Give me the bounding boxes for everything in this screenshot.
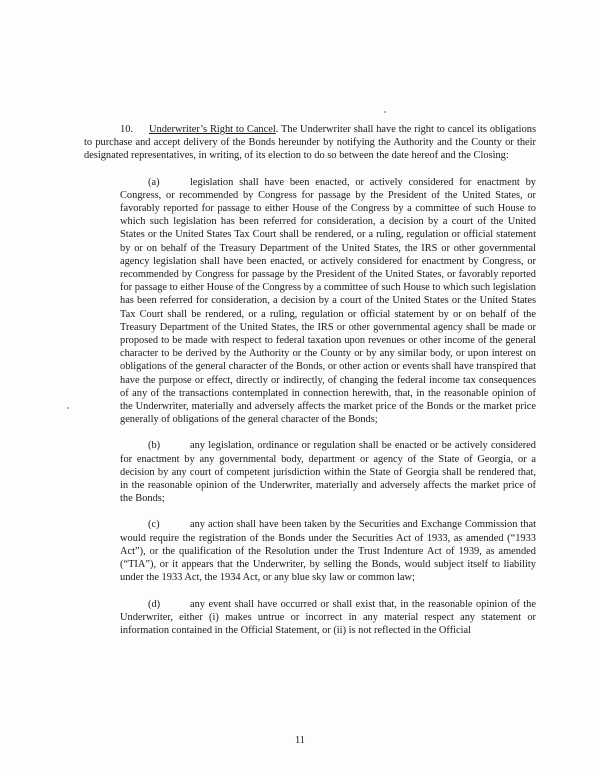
section-heading: Underwriter’s Right to Cancel [149, 124, 276, 135]
clause-text: legislation shall have been enacted, or actively considered for enactment by Congress, or recommended by Congress for passage by the President of the United States, or favorably reported for passage to either House of the Congress by a committee of such House to which such legislation has been referred for consideration, a decision by a court of the United States or the United States Tax Court shall be rendered, or a ruling, regulation or official statement by or on behalf of the Treasury Department of the United States, the IRS or other governmental agency legislation shall have been enacted, or actively considered for enactment by Congress, or recommended by Congress for passage by the President of the United States, or favorably reported for passage to either House of the Congress by a committee of such House to which such legislation has been referred for consideration, a decision by a court of the United States or the United States Tax Court shall be rendered, or a ruling, regulation or official statement by or on behalf of the Treasury Department of the United States, the IRS or other governmental agency shall be made or proposed to be made with respect to federal taxation upon revenues or other income of the general character to be derived by the Authority or the County or by any similar body, or upon interest on obligations of the general character of the Bonds, or other action or events shall have transpired that have the purpose or effect, directly or indirectly, of changing the federal income tax consequences of any of the transactions contemplated in connection herewith, that, in the reasonable opinion of the Underwriter, materially and adversely affects the market price of the Bonds or the market price generally of obligations of the general character of the Bonds; [120, 176, 536, 426]
page-body [84, 123, 536, 650]
clause-label: (b) [148, 440, 161, 452]
clause-d [120, 598, 536, 638]
page-number: 11 [294, 735, 305, 746]
clause-b [120, 439, 536, 505]
section-intro: . The Underwriter shall have the right to cancel its obligations to purchase and accept delivery of the Bonds hereunder by notifying the Authority and the County or their designated representatives, in writing, of its election to do so between the date hereof and the Closing: [84, 124, 536, 162]
clause-text: any legislation, ordinance or regulation shall be enacted or be actively considered for enactment by any governmental body, department or agency of the State of Georgia, or a decision by any court of competent jurisdiction within the State of Georgia shall be rendered that, in the reasonable opinion of the Underwriter, materially and adversely affects the market price of the Bonds; [120, 440, 536, 505]
section-number: 10. [120, 124, 133, 135]
clause-label: (c) [148, 519, 160, 531]
clause-label: (d) [148, 598, 161, 610]
clause-a [120, 176, 536, 427]
clause-text: any action shall have been taken by the Securities and Exchange Commission that would require the registration of the Bonds under the Securities Act of 1933, as amended (“1933 Act”), or the qualification of the Resolution under the Trust Indenture Act of 1939, as amended (“TIA”), or it appears that the Underwriter, by selling the Bonds, would subject itself to liability under the 1933 Act, the 1934 Act, or any blue sky law or common law; [120, 519, 536, 584]
clause-c [120, 518, 536, 584]
scan-speck [67, 407, 69, 409]
clause-text: any event shall have occurred or shall exist that, in the reasonable opinion of the Underwriter, either (i) makes untrue or incorrect in any material respect any statement or information contained in the Official Statement, or (ii) is not reflected in the Official [120, 598, 536, 636]
section-10-paragraph [84, 123, 536, 163]
clause-label: (a) [148, 176, 160, 188]
scan-speck [384, 111, 386, 113]
